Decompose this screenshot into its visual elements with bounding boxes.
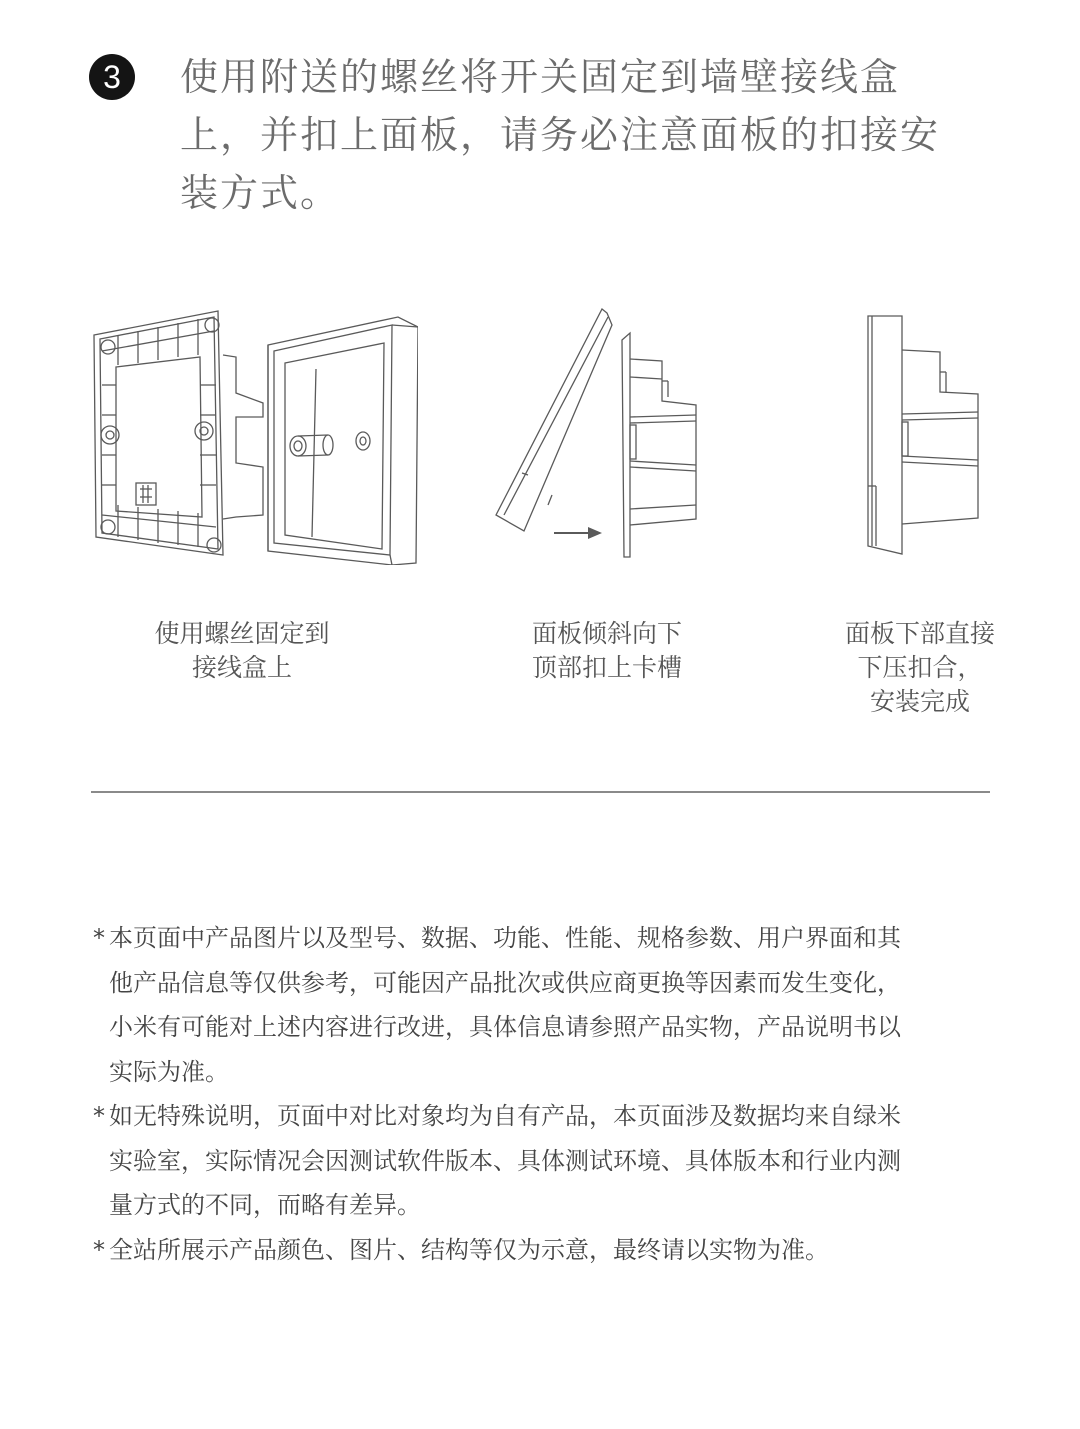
disclaimer-note (93, 1228, 1003, 1273)
note-line: 实际为准。 (109, 1057, 229, 1086)
caption-line: 使用螺丝固定到 (154, 619, 330, 648)
step-instruction (180, 48, 970, 222)
step-number-badge: 3 (89, 54, 135, 100)
illustration-panel-tilted (492, 305, 712, 565)
note-line: 如无特殊说明，页面中对比对象均为自有产品，本页面涉及数据均来自绿米 (109, 1102, 901, 1130)
note-line: 小米有可能对上述内容进行改进，具体信息请参照产品实物，产品说明书以 (109, 1013, 901, 1041)
caption-line: 安装完成 (869, 687, 970, 716)
note-line: 本页面中产品图片以及型号、数据、功能、性能、规格参数、用户界面和其 (109, 924, 901, 952)
caption-line: 顶部扣上卡槽 (531, 653, 682, 682)
caption-line: 面板倾斜向下 (531, 619, 682, 648)
disclaimer-note (93, 1094, 1003, 1228)
caption-step-a (128, 617, 356, 685)
step-title-line: 装方式。 (180, 171, 341, 215)
caption-line: 面板下部直接 (844, 619, 995, 648)
note-line: 量方式的不同，而略有差异。 (109, 1191, 421, 1219)
caption-step-b (496, 617, 718, 685)
section-divider (91, 791, 990, 793)
step-title-line: 使用附送的螺丝将开关固定到墙壁接线盒 (180, 55, 901, 99)
illustration-switch-and-wall-box (88, 305, 418, 565)
step-title-line: 上，并扣上面板，请务必注意面板的扣接安 (180, 113, 941, 157)
note-line: 他产品信息等仅供参考，可能因产品批次或供应商更换等因素而发生变化， (109, 968, 901, 997)
direction-arrow-icon (552, 522, 602, 536)
caption-line: 接线盒上 (191, 653, 292, 682)
illustration-panel-closed (862, 310, 992, 560)
asterisk-marker: * (93, 924, 105, 952)
disclaimer-notes (93, 916, 1003, 1272)
note-line: 全站所展示产品颜色、图片、结构等仅为示意，最终请以实物为准。 (109, 1235, 829, 1264)
caption-line: 下压扣合， (857, 653, 983, 682)
disclaimer-note (93, 916, 1003, 1094)
asterisk-marker: * (93, 1102, 105, 1130)
asterisk-marker: * (93, 1235, 105, 1264)
caption-step-c (824, 617, 1016, 719)
note-line: 实验室，实际情况会因测试软件版本、具体测试环境、具体版本和行业内测 (109, 1146, 901, 1175)
